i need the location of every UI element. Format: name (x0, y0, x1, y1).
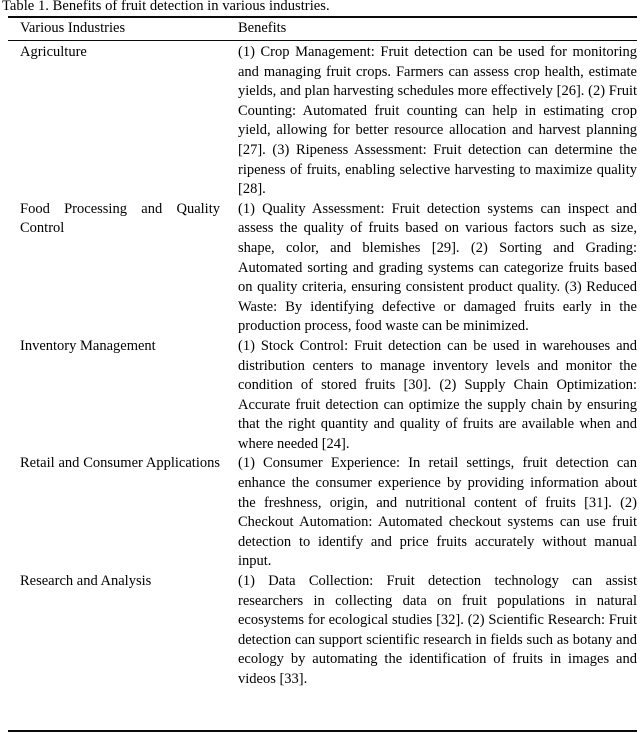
cell-benefits: (1) Quality Assessment: Fruit detection systems can inspect and assess the quality of fruits based on various factors such as size, shape, color, and blemishes [29]. (2) Sorting and Grading: Automated sorting and grading systems can categorize fruits based on quality criteria, ensuring consistent product quality. (3) Reduced Waste: By identifying defective or damaged fruits early in the production process, food waste can be minimized. (238, 200, 637, 335)
table-row (0, 454, 640, 572)
cell-benefits: (1) Consumer Experience: In retail settings, fruit detection can enhance the consumer experience by providing information about the freshness, origin, and nutritional content of fruits [31]. (2) Checkout Automation: Automated checkout systems can use fruit detection to identify and price fruits accurately without manual input. (238, 455, 637, 570)
cell-industry: Inventory Management (20, 337, 156, 354)
cell-industry: Research and Analysis (20, 573, 152, 590)
benefits-table (0, 18, 640, 690)
column-header-industry: Various Industries (20, 20, 126, 36)
table-caption: Table 1. Benefits of fruit detection in various industries. (2, 0, 330, 14)
column-header-benefits: Benefits (238, 20, 287, 36)
cell-benefits: (1) Crop Management: Fruit detection can be used for monitoring and managing fruit crops. Farmers can assess crop health, estimate yields, and plan harvesting schedules more effectively [26]. (2) Fruit Counting: Automated fruit counting can help in estimating crop yield, allowing for better resource allocation and harvest planning [27]. (3) Ripeness Assessment: Fruit detection can determine the ripeness of fruits, enabling selective harvesting to maximize quality [28]. (238, 44, 637, 198)
table-row (0, 337, 640, 455)
table-header-row (0, 18, 640, 40)
cell-benefits: (1) Stock Control: Fruit detection can be used in warehouses and distribution centers to manage inventory levels and monitor the condition of stored fruits [30]. (2) Supply Chain Optimization: Accurate fruit detection can optimize the supply chain by ensuring that the right quantity and quality of fruits are available when and where needed [24]. (238, 337, 637, 452)
cell-benefits: (1) Data Collection: Fruit detection technology can assist researchers in collecting data on fruit populations in natural ecosystems for ecological studies [32]. (2) Scientific Research: Fruit detection can support scientific research in fields such as botany and ecology by automating the identification of fruits in images and videos [33]. (238, 573, 637, 687)
table-bottom-rule (8, 730, 637, 732)
table-row (0, 572, 640, 690)
cell-industry: Food Processing and Quality Control (20, 200, 220, 237)
table-row (0, 200, 640, 337)
cell-industry: Agriculture (20, 44, 87, 60)
cell-industry: Retail and Consumer Applications (20, 455, 220, 472)
table-row (0, 43, 640, 200)
